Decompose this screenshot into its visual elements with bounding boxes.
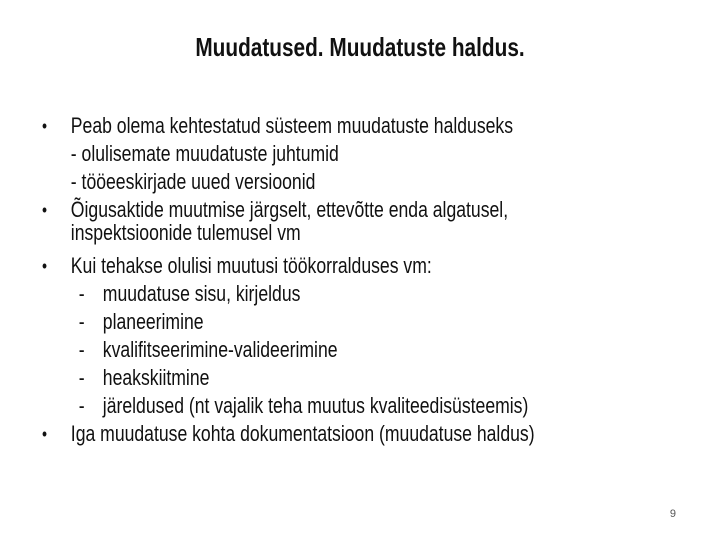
bullet-text: Õigusaktide muutmise järgselt, ettevõtte enda algatusel, <box>70 197 509 222</box>
page-number: 9 <box>669 508 676 520</box>
dash-symbol: - <box>78 281 85 306</box>
bullet-text: inspektsioonide tulemusel vm <box>70 220 301 245</box>
bullet-list <box>42 112 682 448</box>
bullet-dot: • <box>42 200 48 220</box>
bullet-text: Iga muudatuse kohta dokumentatsioon (muudatuse haldus) <box>70 421 535 446</box>
sub-item: - olulisemate muudatuste juhtumid <box>70 141 339 166</box>
bullet-text: Peab olema kehtestatud süsteem muudatuste halduseks <box>70 113 514 138</box>
dash-item <box>71 392 682 420</box>
dash-text: planeerimine <box>102 309 204 334</box>
dash-symbol: - <box>78 337 85 362</box>
dash-item <box>71 280 682 308</box>
sub-item: - tööeeskirjade uued versioonid <box>70 169 316 194</box>
dash-text: kvalifitseerimine-valideerimine <box>102 337 338 362</box>
slide-title: Muudatused. Muudatuste haldus. <box>195 32 525 62</box>
dash-text: muudatuse sisu, kirjeldus <box>102 281 301 306</box>
bullet-dot: • <box>42 424 48 444</box>
bullet-item <box>42 252 682 420</box>
dash-symbol: - <box>78 393 85 418</box>
bullet-dot: • <box>42 256 48 276</box>
bullet-dot: • <box>42 116 48 136</box>
dash-symbol: - <box>78 365 85 390</box>
dash-item <box>71 308 682 336</box>
dash-symbol: - <box>78 309 85 334</box>
bullet-item <box>42 112 682 196</box>
dash-text: heakskiitmine <box>102 365 210 390</box>
dash-text: järeldused (nt vajalik teha muutus kvaliteedisüsteemis) <box>102 393 529 418</box>
dash-item <box>71 364 682 392</box>
bullet-text: Kui tehakse olulisi muutusi töökorralduses vm: <box>70 253 432 278</box>
bullet-item <box>42 420 682 448</box>
dash-item <box>71 336 682 364</box>
bullet-item <box>42 196 682 247</box>
